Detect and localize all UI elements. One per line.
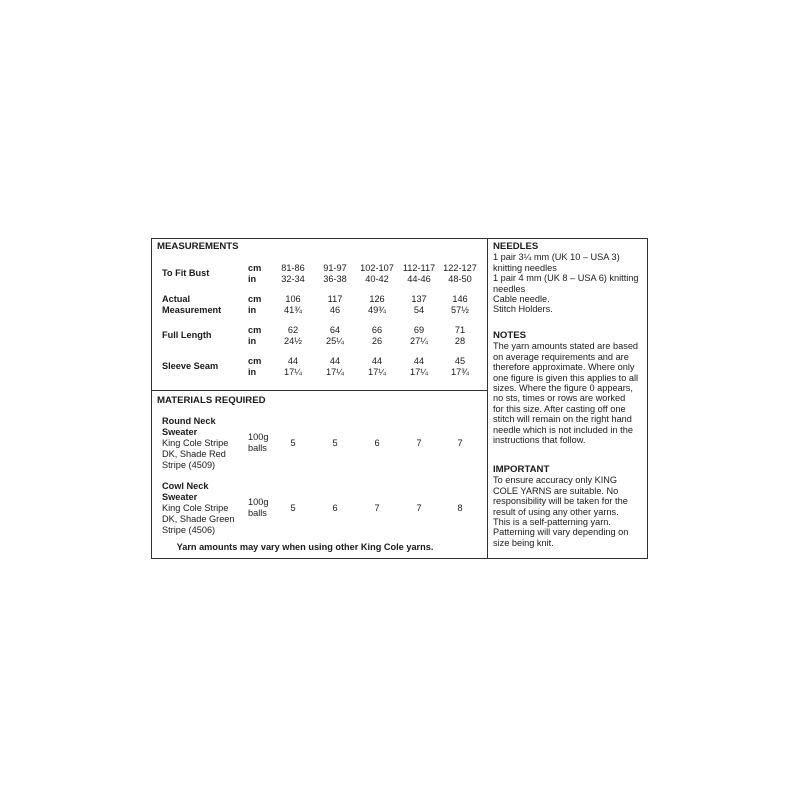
size-value: 64 bbox=[329, 325, 341, 335]
size-value: 44-46 bbox=[407, 274, 431, 284]
size-value: 46 bbox=[329, 305, 341, 315]
unit-label: in bbox=[248, 336, 257, 346]
important-line: Patterning will vary depending on bbox=[493, 527, 629, 538]
needles-line: Cable needle. bbox=[493, 294, 550, 305]
needles-line: needles bbox=[493, 283, 526, 294]
notes-line: no sts, times or rows are worked bbox=[493, 393, 626, 404]
ball-count: 7 bbox=[457, 438, 463, 448]
notes-line: instructions that follow. bbox=[493, 435, 586, 446]
ball-count: 7 bbox=[416, 503, 422, 513]
size-value: 49¾ bbox=[368, 305, 386, 315]
needles-line: 1 pair 3¼ mm (UK 10 – USA 3) bbox=[493, 252, 620, 263]
important-line: COLE YARNS are suitable. No bbox=[493, 485, 619, 496]
needles-line: Stitch Holders. bbox=[493, 304, 553, 315]
ball-count: 5 bbox=[290, 438, 296, 448]
material-desc: DK, Shade Red bbox=[162, 449, 226, 459]
unit-label: in bbox=[248, 305, 257, 315]
size-value: 81-86 bbox=[281, 263, 305, 273]
size-value: 26 bbox=[371, 336, 383, 346]
size-value: 62 bbox=[287, 325, 299, 335]
material-unit: balls bbox=[248, 443, 267, 453]
notes-line: therefore approximate. Where only bbox=[493, 362, 635, 373]
size-value: 146 bbox=[452, 294, 468, 304]
needles-line: knitting needles bbox=[493, 262, 557, 273]
needles-heading: NEEDLES bbox=[493, 241, 539, 252]
size-value: 41¾ bbox=[284, 305, 302, 315]
row-label: Measurement bbox=[162, 305, 222, 315]
material-title: Sweater bbox=[162, 492, 198, 502]
material-title: Cowl Neck bbox=[162, 481, 209, 491]
material-unit: 100g bbox=[248, 432, 269, 442]
size-value: 106 bbox=[285, 294, 301, 304]
size-value: 137 bbox=[411, 294, 427, 304]
important-heading: IMPORTANT bbox=[493, 464, 550, 475]
material-desc: Stripe (4509) bbox=[162, 460, 216, 470]
important-line: To ensure accuracy only KING bbox=[493, 475, 618, 486]
size-value: 17¼ bbox=[368, 367, 386, 377]
material-desc: DK, Shade Green bbox=[162, 514, 235, 524]
material-title: Sweater bbox=[162, 427, 198, 437]
size-value: 40-42 bbox=[365, 274, 389, 284]
material-desc: King Cole Stripe bbox=[162, 438, 229, 448]
notes-line: stitch will remain on the right hand bbox=[493, 414, 632, 425]
notes-line: sizes. Where the figure 0 appears, bbox=[493, 383, 633, 394]
important-line: This is a self-patterning yarn. bbox=[493, 517, 611, 528]
needles-section bbox=[493, 242, 645, 315]
size-value: 102-107 bbox=[360, 263, 394, 273]
size-value: 45 bbox=[454, 356, 466, 366]
size-value: 44 bbox=[329, 356, 341, 366]
notes-line: for this size. After casting off one bbox=[493, 403, 626, 414]
size-value: 24½ bbox=[284, 336, 302, 346]
size-value: 32-34 bbox=[281, 274, 305, 284]
needles-line: 1 pair 4 mm (UK 8 – USA 6) knitting bbox=[493, 273, 639, 284]
ball-count: 6 bbox=[332, 503, 338, 513]
size-value: 66 bbox=[371, 325, 383, 335]
size-value: 17¼ bbox=[284, 367, 302, 377]
material-title: Round Neck bbox=[162, 416, 216, 426]
size-value: 25¼ bbox=[326, 336, 344, 346]
ball-count: 6 bbox=[374, 438, 380, 448]
notes-section bbox=[493, 331, 645, 445]
important-line: result of using any other yarns. bbox=[493, 506, 619, 517]
notes-heading: NOTES bbox=[493, 330, 527, 341]
unit-label: cm bbox=[248, 263, 262, 273]
size-value: 44 bbox=[371, 356, 383, 366]
ball-count: 7 bbox=[374, 503, 380, 513]
row-label: Actual bbox=[162, 294, 191, 304]
column-divider bbox=[487, 238, 488, 559]
size-value: 91-97 bbox=[323, 263, 347, 273]
size-value: 57½ bbox=[451, 305, 469, 315]
size-value: 44 bbox=[413, 356, 425, 366]
material-unit: 100g bbox=[248, 497, 269, 507]
ball-count: 5 bbox=[332, 438, 338, 448]
size-value: 17¼ bbox=[410, 367, 428, 377]
size-value: 36-38 bbox=[323, 274, 347, 284]
size-value: 117 bbox=[327, 294, 343, 304]
section-divider bbox=[151, 390, 488, 391]
unit-label: cm bbox=[248, 356, 262, 366]
size-value: 17¼ bbox=[326, 367, 344, 377]
unit-label: cm bbox=[248, 325, 262, 335]
size-value: 28 bbox=[454, 336, 466, 346]
important-section bbox=[493, 465, 645, 548]
size-value: 69 bbox=[413, 325, 425, 335]
size-value: 122-127 bbox=[443, 263, 477, 273]
notes-line: on average requirements and are bbox=[493, 351, 629, 362]
ball-count: 7 bbox=[416, 438, 422, 448]
size-value: 44 bbox=[287, 356, 299, 366]
row-label: Full Length bbox=[162, 330, 212, 340]
size-value: 27¼ bbox=[410, 336, 428, 346]
material-unit: balls bbox=[248, 508, 267, 518]
material-desc: Stripe (4506) bbox=[162, 525, 216, 535]
size-value: 54 bbox=[413, 305, 425, 315]
size-value: 48-50 bbox=[448, 274, 472, 284]
row-label: Sleeve Seam bbox=[162, 361, 219, 371]
unit-label: in bbox=[248, 367, 257, 377]
important-line: responsibility will be taken for the bbox=[493, 496, 628, 507]
ball-count: 8 bbox=[457, 503, 463, 513]
material-desc: King Cole Stripe bbox=[162, 503, 229, 513]
row-label: To Fit Bust bbox=[162, 268, 210, 278]
materials-heading: MATERIALS REQUIRED bbox=[157, 395, 266, 406]
size-value: 126 bbox=[369, 294, 385, 304]
unit-label: in bbox=[248, 274, 257, 284]
important-line: size being knit. bbox=[493, 537, 554, 548]
notes-line: one figure is given this applies to all bbox=[493, 372, 639, 383]
size-value: 71 bbox=[454, 325, 466, 335]
ball-count: 5 bbox=[290, 503, 296, 513]
size-value: 112-117 bbox=[402, 263, 436, 273]
measurements-heading: MEASUREMENTS bbox=[157, 241, 239, 252]
yarn-footnote: Yarn amounts may vary when using other King Cole yarns. bbox=[176, 542, 434, 552]
notes-line: needle which is not included in the bbox=[493, 424, 633, 435]
size-value: 17¾ bbox=[451, 367, 469, 377]
unit-label: cm bbox=[248, 294, 262, 304]
notes-line: The yarn amounts stated are based bbox=[493, 341, 639, 352]
